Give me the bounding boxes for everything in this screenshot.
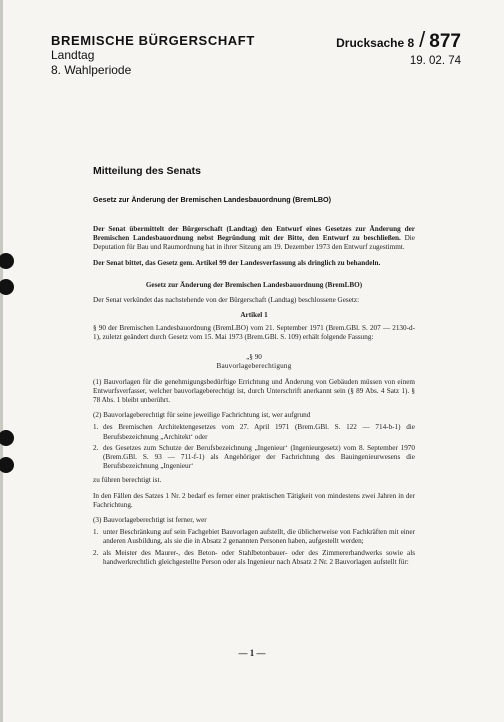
punch-hole-2 xyxy=(0,279,14,295)
drucksache-reference xyxy=(336,27,461,53)
header-left xyxy=(51,33,255,78)
organization-name: BREMISCHE BÜRGERSCHAFT xyxy=(51,33,255,48)
law-title: Gesetz zur Änderung der Bremischen Landesbauordnung (BremLBO) xyxy=(145,280,363,289)
list-item xyxy=(93,549,415,567)
list-item-number: 2. xyxy=(93,443,99,452)
drucksache-number: 877 xyxy=(429,31,461,52)
absatz-2-tail: zu führen berechtigt ist. xyxy=(93,476,162,485)
page-edge xyxy=(0,0,3,722)
article-text: § 90 der Bremischen Landesbauordnung (BremLBO) vom 21. September 1971 (Brem.GBl. S. 207 — 2130-d-1), zuletzt geändert durch Gesetz vom 15. Mai 1973 (Brem.GBl. S. 109) erhält folgende Fassung: xyxy=(93,324,415,342)
list-item-text: als Meister des Maurer-, des Beton- oder Stahlbetonbauer- oder des Zimmererhandwerks sowie als handwerkrechtlich gleichgestellte Person oder als Ingenieur nach Absatz 2 Nr. 2 Bauvorlagen aufstellt für: xyxy=(103,548,415,566)
punch-hole-3 xyxy=(0,430,14,446)
list-item-number: 1. xyxy=(93,423,99,432)
paragraph-symbol: „§ 90 xyxy=(246,352,262,361)
document-subtitle: Gesetz zur Änderung der Bremischen Landesbauordnung (BremLBO) xyxy=(93,195,332,204)
drucksache-separator: / xyxy=(419,27,426,52)
chamber-name: Landtag xyxy=(51,48,95,62)
document-body xyxy=(93,165,415,572)
list-item xyxy=(93,528,415,546)
absatz-2: (2) Bauvorlageberechtigt für seine jeweilige Fachrichtung ist, wer aufgrund xyxy=(93,411,311,420)
absatz-3-list xyxy=(93,528,415,567)
paragraph-title: Bauvorlageberechtigung xyxy=(216,361,292,370)
intro-paragraph xyxy=(93,225,415,253)
intro-bold-text: Der Senat übermittelt der Bürgerschaft (Landtag) den Entwurf eines Gesetzes zur Änderung der Bremischen Landesbauordnung nebst Begründung mit der Bitte, den Entwurf zu beschließen. xyxy=(93,225,415,243)
list-item xyxy=(93,423,415,441)
intro-rest-text: Die Deputation für Bau und Raumordnung hat in ihrer Sitzung am 19. Dezember 1973 den Entwurf zugestimmt. xyxy=(93,234,415,252)
list-item-text: des Bremischen Architektengesetzes vom 27. April 1971 (Brem.GBl. S. 122 — 714-b-1) die Berufsbezeichnung „Architekt‘ oder xyxy=(103,423,415,441)
list-item-number: 1. xyxy=(93,528,99,537)
document-title: Mitteilung des Senats xyxy=(93,165,201,177)
header-right xyxy=(336,27,461,67)
drucksache-label: Drucksache 8 xyxy=(336,36,415,50)
enactment-clause: Der Senat verkündet das nachstehende von der Bürgerschaft (Landtag) beschlossene Gesetz: xyxy=(93,296,360,305)
punch-hole-4 xyxy=(0,457,14,473)
absatz-3: (3) Bauvorlageberechtigt ist ferner, wer xyxy=(93,516,207,525)
list-item-text: des Gesetzes zum Schutze der Berufsbezeichnung „Ingenieur‘ (Ingenieurgesetz) vom 8. September 1970 (Brem.GBl. S. 93 — 711-f-1) als Angehöriger der Fachrichtung des Bauingenieurwesens die Berufsbezeichnung „Ingenieur‘ xyxy=(103,443,415,471)
urgency-paragraph: Der Senat bittet, das Gesetz gem. Artikel 99 der Landesverfassung als dringlich zu behandeln. xyxy=(93,258,381,267)
page-number: — 1 — xyxy=(238,648,266,658)
absatz-2-list xyxy=(93,423,415,471)
list-item-number: 2. xyxy=(93,548,99,557)
document-date: 19. 02. 74 xyxy=(409,55,461,67)
absatz-1: (1) Bauvorlagen für die genehmigungsbedürftige Errichtung und Änderung von Gebäuden müssen von einem Entwurfsverfasser, welcher bauvorlageberechtigt ist, durch Unterschrift anerkannt sein (§ 89 Abs. 4 Satz 1). § 78 Abs. 1 bleibt unberührt. xyxy=(93,377,415,405)
absatz-2-note: In den Fällen des Satzes 1 Nr. 2 bedarf es ferner einer praktischen Tätigkeit von mindestens zwei Jahren in der Fachrichtung. xyxy=(93,491,415,509)
list-item-text: unter Beschränkung auf sein Fachgebiet Bauvorlagen aufstellt, die üblicherweise von Fachkräften mit einer anderen Ausbildung, als sie die in Absatz 2 genannten Personen haben, aufgestellt werden; xyxy=(103,528,415,546)
legislative-period: 8. Wahlperiode xyxy=(51,63,132,77)
punch-hole-1 xyxy=(0,253,14,269)
article-heading: Artikel 1 xyxy=(240,311,268,320)
list-item xyxy=(93,444,415,472)
